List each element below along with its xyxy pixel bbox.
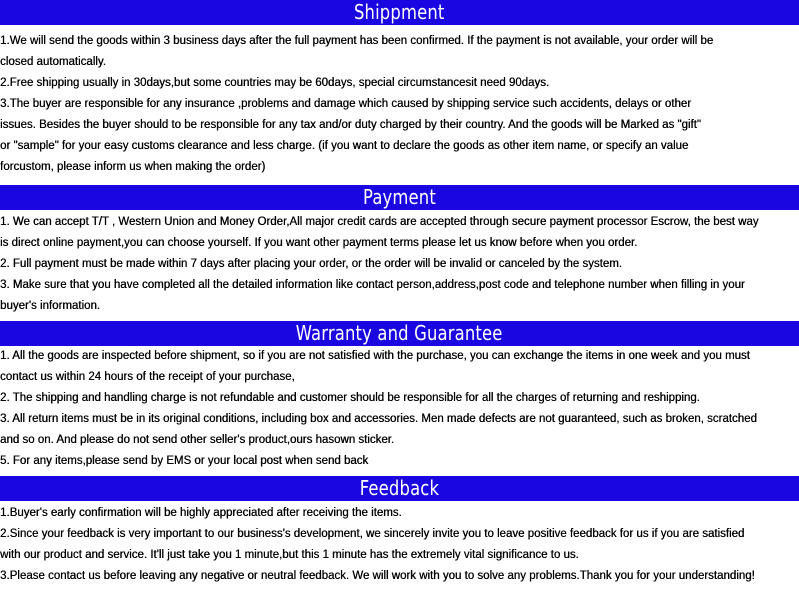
text-line: 1.We will send the goods within 3 business days after the full payment has been confirmed. If the payment is not available, your order will be: [0, 35, 714, 47]
section-title: Payment: [363, 185, 436, 209]
text-line: buyer's information.: [0, 300, 100, 312]
text-line: forcustom, please inform us when making the order): [0, 161, 266, 173]
text-line: is direct online payment,you can choose yourself. If you want other payment terms please let us know before when you order.: [0, 237, 638, 249]
text-line: 2. The shipping and handling charge is not refundable and customer should be responsible for all the charges of returning and reshipping.: [0, 392, 700, 404]
text-line: or "sample" for your easy customs clearance and less charge. (if you want to declare the goods as other item name, or specify an value: [0, 140, 689, 152]
text-line: with our product and service. It'll just take you 1 minute,but this 1 minute has the extremely vital significance to us.: [0, 549, 579, 561]
section-banner-feedback: [0, 476, 799, 501]
section-title: Shippment: [354, 0, 445, 24]
text-line: and so on. And please do not send other seller's product,ours hasown sticker.: [0, 434, 395, 446]
section-title: Feedback: [359, 476, 440, 500]
text-line: 3.Please contact us before leaving any negative or neutral feedback. We will work with you to solve any problems.Thank you for your understanding!: [0, 570, 755, 582]
text-line: issues. Besides the buyer should to be responsible for any tax and/or duty charged by their country. And the goods will be Marked as "gift": [0, 119, 701, 131]
section-banner-warranty: [0, 321, 799, 346]
text-line: closed automatically.: [0, 56, 106, 68]
text-line: 2.Since your feedback is very important to our business's development, we sincerely invite you to leave positive feedback for us if you are satisfied: [0, 528, 745, 540]
text-line: contact us within 24 hours of the receipt of your purchase,: [0, 371, 295, 383]
text-line: 1. All the goods are inspected before shipment, so if you are not satisfied with the purchase, you can exchange the items in one week and you must: [0, 350, 750, 362]
section-title: Warranty and Guarantee: [296, 321, 503, 345]
text-line: 1.Buyer's early confirmation will be highly appreciated after receiving the items.: [0, 507, 402, 519]
section-banner-shippment: [0, 0, 799, 25]
text-line: 3. Make sure that you have completed all the detailed information like contact person,address,post code and telephone number when filling in your: [0, 279, 745, 291]
text-line: 2. Full payment must be made within 7 days after placing your order, or the order will be invalid or canceled by the system.: [0, 258, 622, 270]
text-line: 3.The buyer are responsible for any insurance ,problems and damage which caused by shipping service such accidents, delays or other: [0, 98, 692, 110]
text-line: 1. We can accept T/T , Western Union and Money Order,All major credit cards are accepted through secure payment processor Escrow, the best way: [0, 216, 759, 228]
text-line: 2.Free shipping usually in 30days,but some countries may be 60days, special circumstancesit need 90days.: [0, 77, 550, 89]
text-line: 5. For any items,please send by EMS or your local post when send back: [0, 455, 369, 467]
section-banner-payment: [0, 185, 799, 210]
text-line: 3. All return items must be in its original conditions, including box and accessories. Men made defects are not guaranteed, such as broken, scratched: [0, 413, 757, 425]
